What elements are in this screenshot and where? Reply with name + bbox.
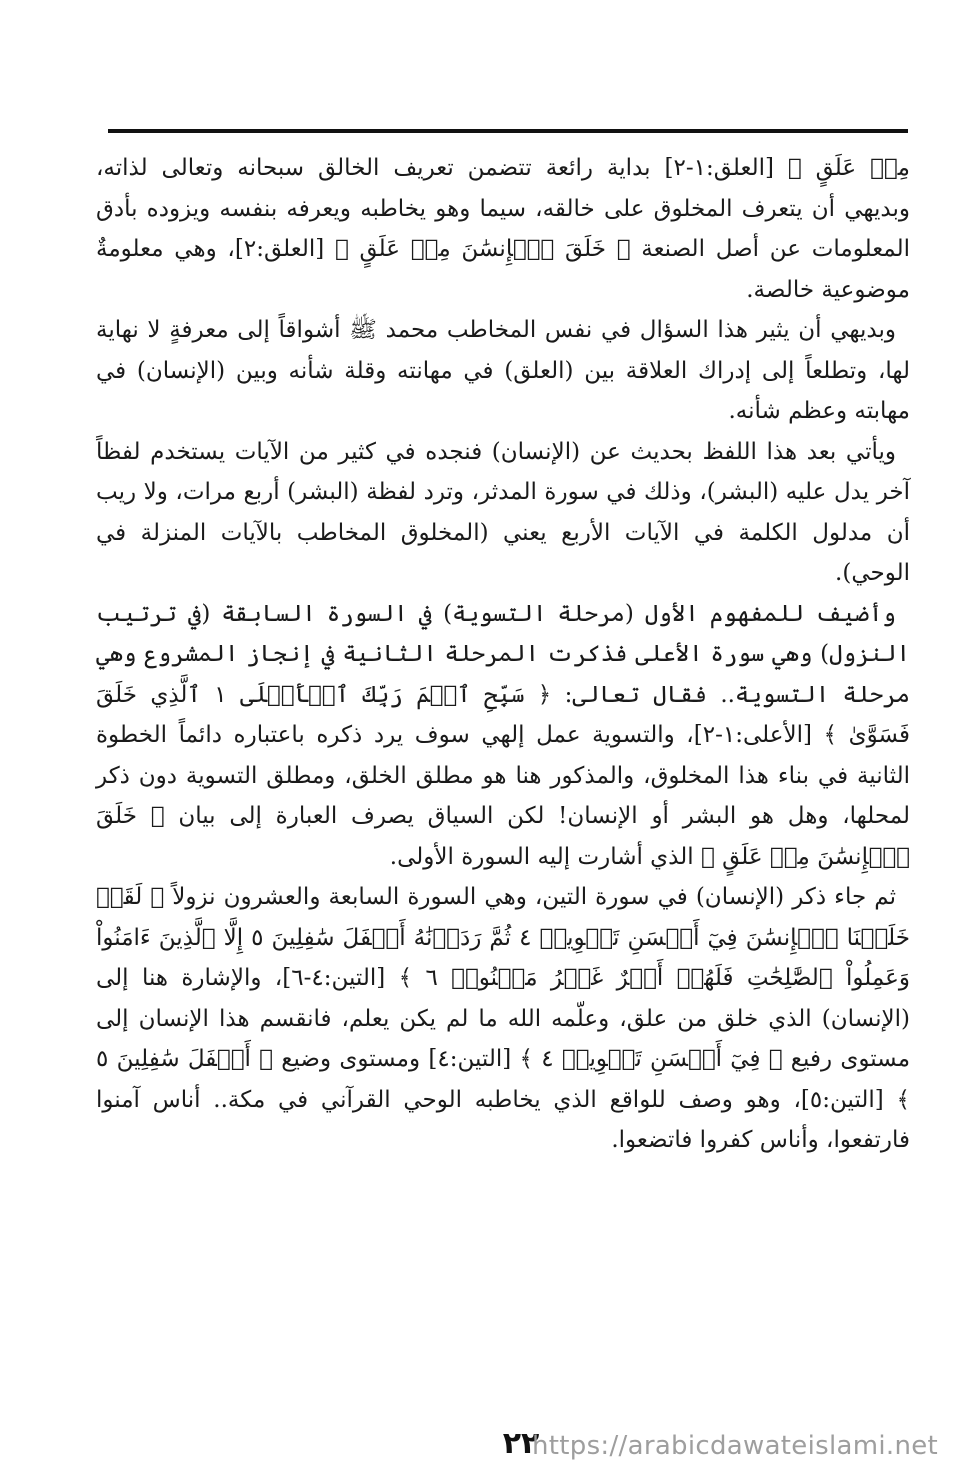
page-body — [96, 148, 910, 1161]
paragraph-4: وأضيف للمفهوم الأول (مرحلة التسوية) في السورة السابقة (في ترتيب النزول) وهي سورة الأعلى فذكرت المرحلة الثانية في إنجاز المشروع وهي مرحلة التسوية.. فقال تعالى: ﴿ سَبِّحِ ٱسۡمَ رَبِّكَ ٱلۡأَعۡلَى ١ ٱلَّذِي خَلَقَ فَسَوَّىٰ ﴾ [الأعلى:١-٢]، والتسوية عمل إلهي سوف يرد ذكره باعتباره دائماً الخطوة الثانية في بناء هذا المخلوق، والمذكور هنا هو مطلق الخلق، ومطلق التسوية دون ذكر لمحلها، وهل هو البشر أو الإنسان! لكن السياق يصرف العبارة إلى بيان ﴿ خَلَقَ ٱلۡإِنسَٰنَ مِنۡ عَلَقٍ ﴾ الذي أشارت إليه السورة الأولى. — [96, 600, 911, 870]
paragraph-5: ثم جاء ذكر (الإنسان) في سورة التين، وهي السورة السابعة والعشرون نزولاً ﴿ لَقَدۡ خَلَقۡنَا ٱلۡإِنسَٰنَ فِيٓ أَحۡسَنِ تَقۡوِيمٖ ٤ ثُمَّ رَدَدۡنَٰهُ أَسۡفَلَ سَٰفِلِينَ ٥ إِلَّا ٱلَّذِينَ ءَامَنُواْ وَعَمِلُواْ ٱلصَّٰلِحَٰتِ فَلَهُمۡ أَجۡرٌ غَيۡرُ مَمۡنُونٖ ٦ ﴾ [التين:٤-٦]، والإشارة هنا إلى (الإنسان) الذي خلق من علق، وعلّمه الله ما لم يكن يعلم، فانقسم هذا الإنسان إلى مستوى رفيع ﴿ فِيٓ أَحۡسَنِ تَقۡوِيمٖ ٤ ﴾ [التين:٤] ومستوى وضيع ﴿ أَسۡفَلَ سَٰفِلِينَ ٥ ﴾ [التين:٥]، وهو وصف للواقع الذي يخاطبه الوحي القرآني في مكة.. أناس آمنوا فارتفعوا، وأناس كفروا فاتضعوا. — [96, 884, 911, 1153]
page-number: ٢٢ — [502, 1426, 540, 1461]
watermark-url: https://arabicdawateislami.net — [532, 1431, 939, 1461]
paragraph-1: مِنۡ عَلَقٍ ﴾ [العلق:١-٢] بداية رائعة تتضمن تعريف الخالق سبحانه وتعالى لذاته، وبديهي أن يتعرف المخلوق على خالقه، سيما وهو يخاطبه ويعرفه بنفسه ويزوده بأدق المعلومات عن أصل الصنعة ﴿ خَلَقَ ٱلۡإِنسَٰنَ مِنۡ عَلَقٍ ﴾ [العلق:٢]، وهي معلومةٌ موضوعية خالصة. — [96, 155, 910, 303]
top-rule — [108, 129, 908, 133]
paragraph-3: ويأتي بعد هذا اللفظ بحديث عن (الإنسان) فنجده في كثير من الآيات يستخدم لفظاً آخر يدل عليه (البشر)، وذلك في سورة المدثر، وترد لفظة (البشر) أربع مرات، ولا ريب أن مدلول الكلمة في الآيات الأربع يعني (المخلوق المخاطب بالآيات المنزلة في الوحي). — [96, 438, 910, 586]
paragraph-2: وبديهي أن يثير هذا السؤال في نفس المخاطب محمد ﷺ أشواقاً إلى معرفةٍ لا نهاية لها، وتطلعاً إلى إدراك العلاقة بين (العلق) في مهانته وقلة شأنه وبين (الإنسان) في مهابته وعظم شأنه. — [96, 317, 910, 424]
